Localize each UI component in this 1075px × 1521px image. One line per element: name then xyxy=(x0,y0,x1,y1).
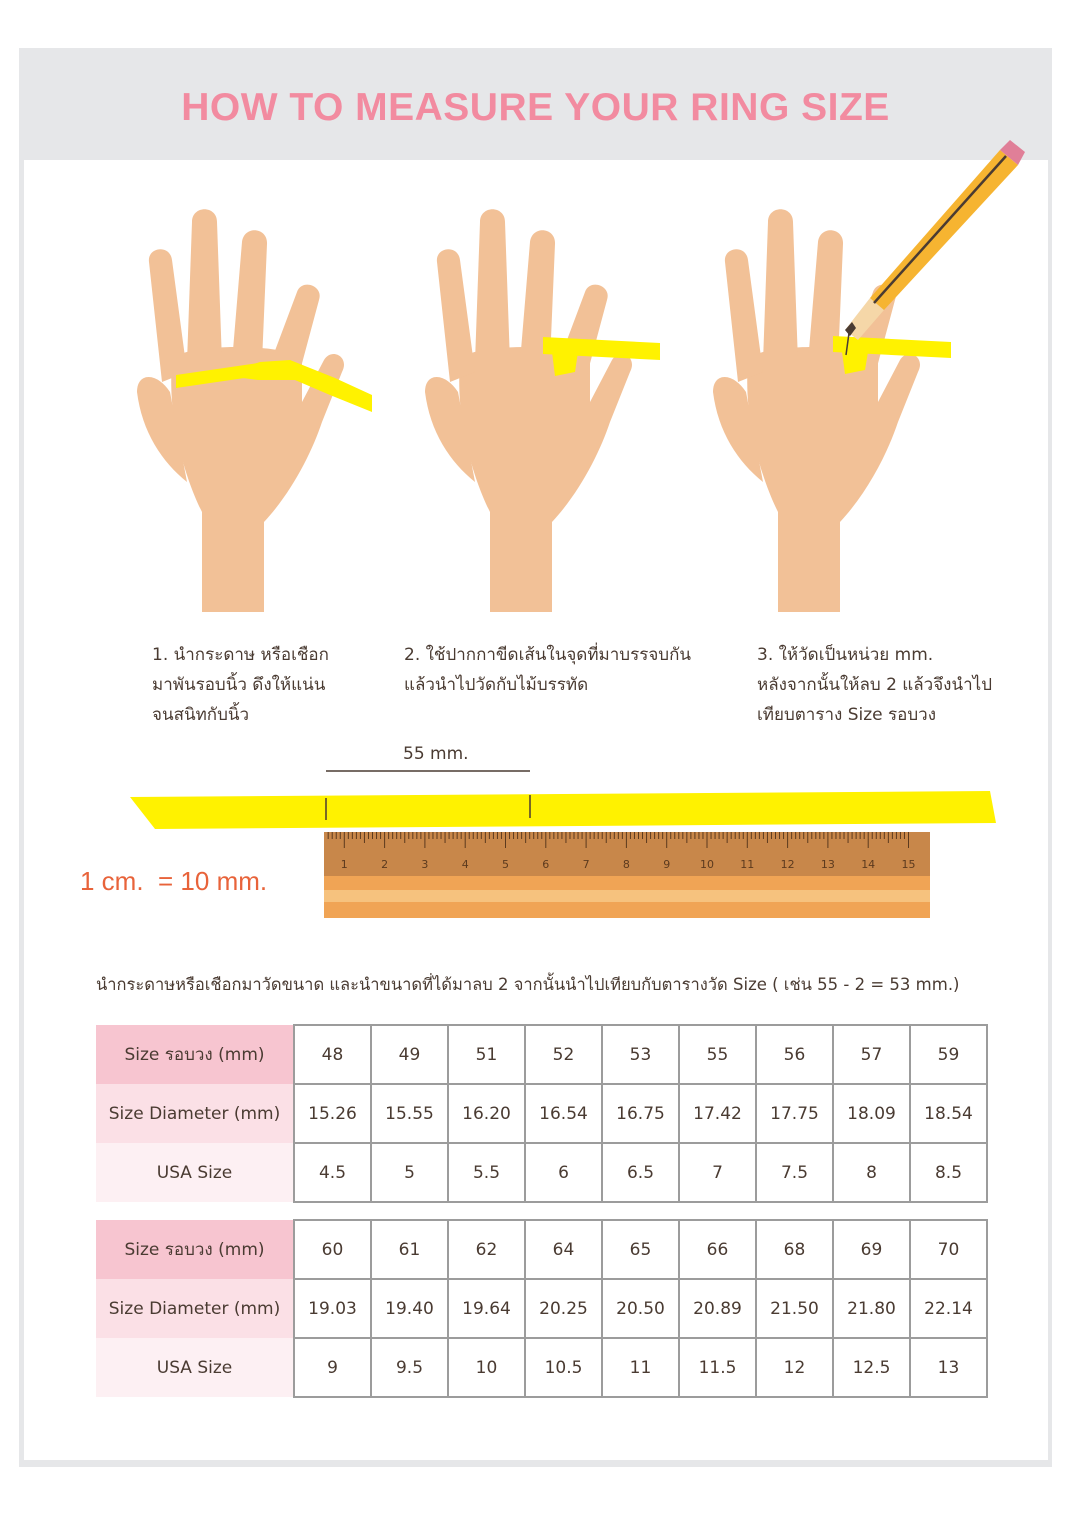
table-row xyxy=(96,1084,987,1143)
ruler xyxy=(324,832,930,918)
table-cell: 20.25 xyxy=(525,1279,602,1338)
table-cell: 6.5 xyxy=(602,1143,679,1202)
table-row xyxy=(96,1025,987,1084)
hand-illustration-3 xyxy=(713,209,920,612)
ruler-number: 12 xyxy=(780,858,795,871)
instruction-text: นำกระดาษหรือเชือกมาวัดขนาด และนำขนาดที่ได้มาลบ 2 จากนั้นนำไปเทียบกับตารางวัด Size ( เช่น 55 - 2 = 53 mm.) xyxy=(96,975,960,994)
table-cell: 9 xyxy=(294,1338,371,1397)
table-cell: 16.54 xyxy=(525,1084,602,1143)
table-cell: 8 xyxy=(833,1143,910,1202)
table-cell: 48 xyxy=(294,1025,371,1084)
table-cell: 8.5 xyxy=(910,1143,987,1202)
table-row xyxy=(96,1143,987,1202)
table-cell: 70 xyxy=(910,1220,987,1279)
table-cell: 15.26 xyxy=(294,1084,371,1143)
unit-conversion-label: 1 cm. = 10 mm. xyxy=(80,866,268,896)
table-cell: 19.03 xyxy=(294,1279,371,1338)
ruler-number: 1 xyxy=(340,858,348,871)
table-cell: 10.5 xyxy=(525,1338,602,1397)
table-cell: 18.54 xyxy=(910,1084,987,1143)
page-title: HOW TO MEASURE YOUR RING SIZE xyxy=(181,86,890,129)
table-cell: 20.50 xyxy=(602,1279,679,1338)
table-cell: 12 xyxy=(756,1338,833,1397)
ruler-number: 8 xyxy=(622,858,630,871)
table-cell: 22.14 xyxy=(910,1279,987,1338)
table-cell: 16.75 xyxy=(602,1084,679,1143)
table-cell: 19.64 xyxy=(448,1279,525,1338)
table-cell: 4.5 xyxy=(294,1143,371,1202)
table-cell: 18.09 xyxy=(833,1084,910,1143)
ruler-number: 5 xyxy=(502,858,509,871)
table-cell: 19.40 xyxy=(371,1279,448,1338)
size-table-1 xyxy=(96,1024,988,1203)
row-label: Size รอบวง (mm) xyxy=(96,1220,294,1279)
table-cell: 69 xyxy=(833,1220,910,1279)
table-cell: 12.5 xyxy=(833,1338,910,1397)
ruler-number: 4 xyxy=(461,858,469,871)
table-cell: 7.5 xyxy=(756,1143,833,1202)
table-cell: 11.5 xyxy=(679,1338,756,1397)
row-label: Size Diameter (mm) xyxy=(96,1279,294,1338)
row-label: Size Diameter (mm) xyxy=(96,1084,294,1143)
table-cell: 11 xyxy=(602,1338,679,1397)
size-table-2 xyxy=(96,1219,988,1398)
step-1-text: 1. นำกระดาษ หรือเชือก มาพันรอบนิ้ว ดึงให้แน่น จนสนิทกับนิ้ว xyxy=(152,645,329,725)
ruler-number: 6 xyxy=(542,858,550,871)
table-cell: 13 xyxy=(910,1338,987,1397)
table-row xyxy=(96,1338,987,1397)
table-cell: 5 xyxy=(371,1143,448,1202)
hand-illustration-1 xyxy=(137,209,344,612)
table-cell: 55 xyxy=(679,1025,756,1084)
row-label: Size รอบวง (mm) xyxy=(96,1025,294,1084)
table-cell: 15.55 xyxy=(371,1084,448,1143)
table-cell: 52 xyxy=(525,1025,602,1084)
table-cell: 20.89 xyxy=(679,1279,756,1338)
row-label: USA Size xyxy=(96,1338,294,1397)
ruler-number: 3 xyxy=(421,858,429,871)
table-cell: 62 xyxy=(448,1220,525,1279)
table-cell: 57 xyxy=(833,1025,910,1084)
table-cell: 64 xyxy=(525,1220,602,1279)
ruler-number: 7 xyxy=(582,858,590,871)
table-cell: 21.50 xyxy=(756,1279,833,1338)
table-cell: 56 xyxy=(756,1025,833,1084)
table-cell: 59 xyxy=(910,1025,987,1084)
table-cell: 16.20 xyxy=(448,1084,525,1143)
ruler-number: 15 xyxy=(901,858,916,871)
hand-illustration-2 xyxy=(425,209,632,612)
table-cell: 60 xyxy=(294,1220,371,1279)
table-cell: 65 xyxy=(602,1220,679,1279)
table-cell: 6 xyxy=(525,1143,602,1202)
ruler-number: 11 xyxy=(740,858,755,871)
long-tape xyxy=(130,791,996,829)
table-row xyxy=(96,1279,987,1338)
pencil-icon xyxy=(845,140,1025,355)
table-cell: 7 xyxy=(679,1143,756,1202)
table-cell: 21.80 xyxy=(833,1279,910,1338)
table-cell: 17.42 xyxy=(679,1084,756,1143)
table-cell: 9.5 xyxy=(371,1338,448,1397)
step-3-text: 3. ให้วัดเป็นหน่วย mm. หลังจากนั้นให้ลบ 2 แล้วจึงนำไป เทียบตาราง Size รอบวง xyxy=(757,645,992,725)
table-cell: 66 xyxy=(679,1220,756,1279)
table-cell: 53 xyxy=(602,1025,679,1084)
table-cell: 68 xyxy=(756,1220,833,1279)
table-cell: 5.5 xyxy=(448,1143,525,1202)
table-row xyxy=(96,1220,987,1279)
table-cell: 51 xyxy=(448,1025,525,1084)
ruler-number: 2 xyxy=(381,858,389,871)
table-cell: 10 xyxy=(448,1338,525,1397)
ruler-number: 10 xyxy=(700,858,714,871)
table-cell: 61 xyxy=(371,1220,448,1279)
ruler-number: 9 xyxy=(663,858,671,871)
row-label: USA Size xyxy=(96,1143,294,1202)
ruler-number: 14 xyxy=(861,858,876,871)
table-cell: 17.75 xyxy=(756,1084,833,1143)
ruler-number: 13 xyxy=(820,858,835,871)
step-2-text: 2. ใช้ปากกาขีดเส้นในจุดที่มาบรรจบกัน แล้วนำไปวัดกับไม้บรรทัด xyxy=(404,645,691,695)
table-cell: 49 xyxy=(371,1025,448,1084)
measure-label: 55 mm. xyxy=(403,744,469,764)
